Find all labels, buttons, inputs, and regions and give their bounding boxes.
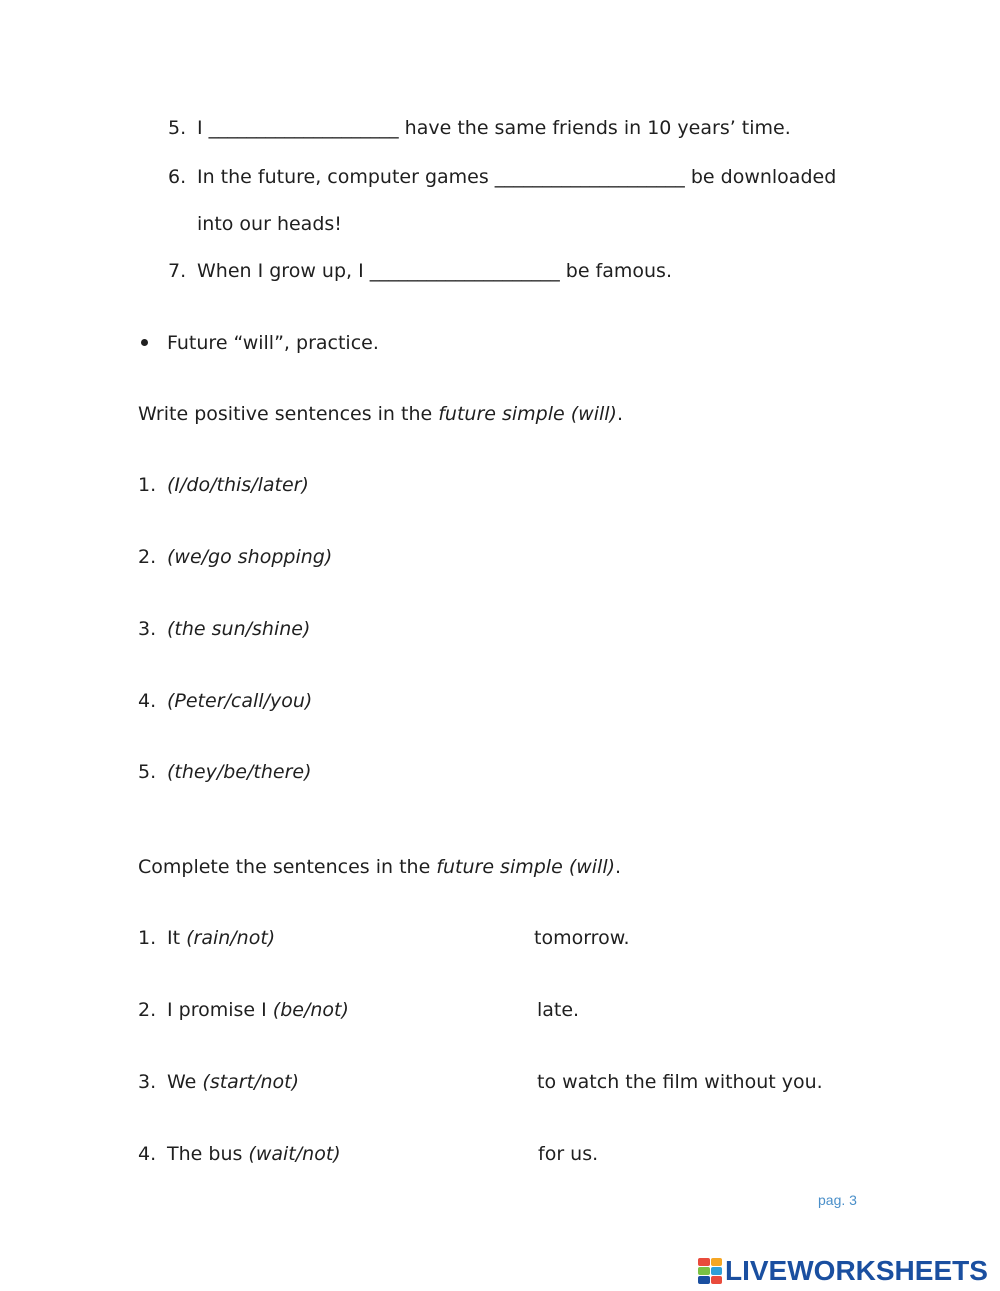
instruction-italic: future simple (will)	[438, 403, 617, 425]
complete-sentence-4	[167, 1142, 341, 1166]
list-number: 1.	[138, 474, 157, 496]
complete-sentence-1	[167, 926, 275, 950]
list-number: 6.	[168, 166, 187, 188]
sentence-6-continued: into our heads!	[197, 213, 342, 235]
list-number: 3.	[138, 1071, 157, 1093]
prompt-1: (I/do/this/later)	[167, 474, 309, 496]
instruction-write-positive	[138, 402, 623, 426]
list-number: 5.	[168, 117, 187, 139]
list-number: 5.	[138, 761, 157, 783]
sentence-start: I promise I	[167, 999, 273, 1021]
logo-icon	[698, 1258, 722, 1284]
logo-icon-block	[711, 1276, 723, 1284]
logo-text: LIVEWORKSHEETS	[725, 1255, 988, 1286]
verb-prompt: (be/not)	[272, 999, 349, 1021]
list-number: 3.	[138, 618, 157, 640]
sentence-start: The bus	[167, 1143, 249, 1165]
verb-prompt: (start/not)	[202, 1071, 300, 1093]
instruction-end: .	[615, 856, 622, 878]
sentence-end: late.	[537, 999, 580, 1021]
list-number: 7.	[168, 260, 187, 282]
logo-icon-block	[698, 1276, 710, 1284]
liveworksheets-logo	[698, 1256, 988, 1286]
prompt-4: (Peter/call/you)	[167, 690, 313, 712]
instruction-italic: future simple (will)	[436, 856, 616, 878]
list-number: 2.	[138, 546, 157, 568]
logo-icon-block	[711, 1258, 723, 1266]
page-number: pag. 3	[818, 1192, 857, 1208]
logo-icon-block	[698, 1267, 710, 1275]
prompt-3: (the sun/shine)	[167, 618, 311, 640]
logo-icon-block	[711, 1267, 723, 1275]
prompt-5: (they/be/there)	[167, 761, 312, 783]
instruction-text: Complete the sentences in the	[138, 856, 437, 878]
verb-prompt: (wait/not)	[248, 1143, 341, 1165]
prompt-2: (we/go shopping)	[167, 546, 333, 568]
sentence-7: When I grow up, I ____________________ be famous.	[197, 260, 672, 282]
sentence-6: In the future, computer games ____________________ be downloaded	[197, 166, 837, 188]
sentence-5: I ____________________ have the same friends in 10 years’ time.	[197, 117, 791, 139]
complete-sentence-3	[167, 1070, 299, 1094]
complete-sentence-2	[167, 998, 349, 1022]
instruction-text: Write positive sentences in the	[138, 403, 439, 425]
sentence-start: We	[167, 1071, 203, 1093]
bullet-heading: Future “will”, practice.	[167, 332, 379, 354]
sentence-end: for us.	[538, 1143, 599, 1165]
sentence-end: tomorrow.	[534, 927, 630, 949]
verb-prompt: (rain/not)	[186, 927, 276, 949]
sentence-start: It	[167, 927, 187, 949]
list-number: 2.	[138, 999, 157, 1021]
instruction-complete	[138, 855, 621, 879]
list-number: 4.	[138, 690, 157, 712]
list-number: 1.	[138, 927, 157, 949]
instruction-end: .	[616, 403, 623, 425]
bullet-dot	[141, 339, 148, 346]
sentence-end: to watch the film without you.	[537, 1071, 823, 1093]
list-number: 4.	[138, 1143, 157, 1165]
logo-icon-block	[698, 1258, 710, 1266]
